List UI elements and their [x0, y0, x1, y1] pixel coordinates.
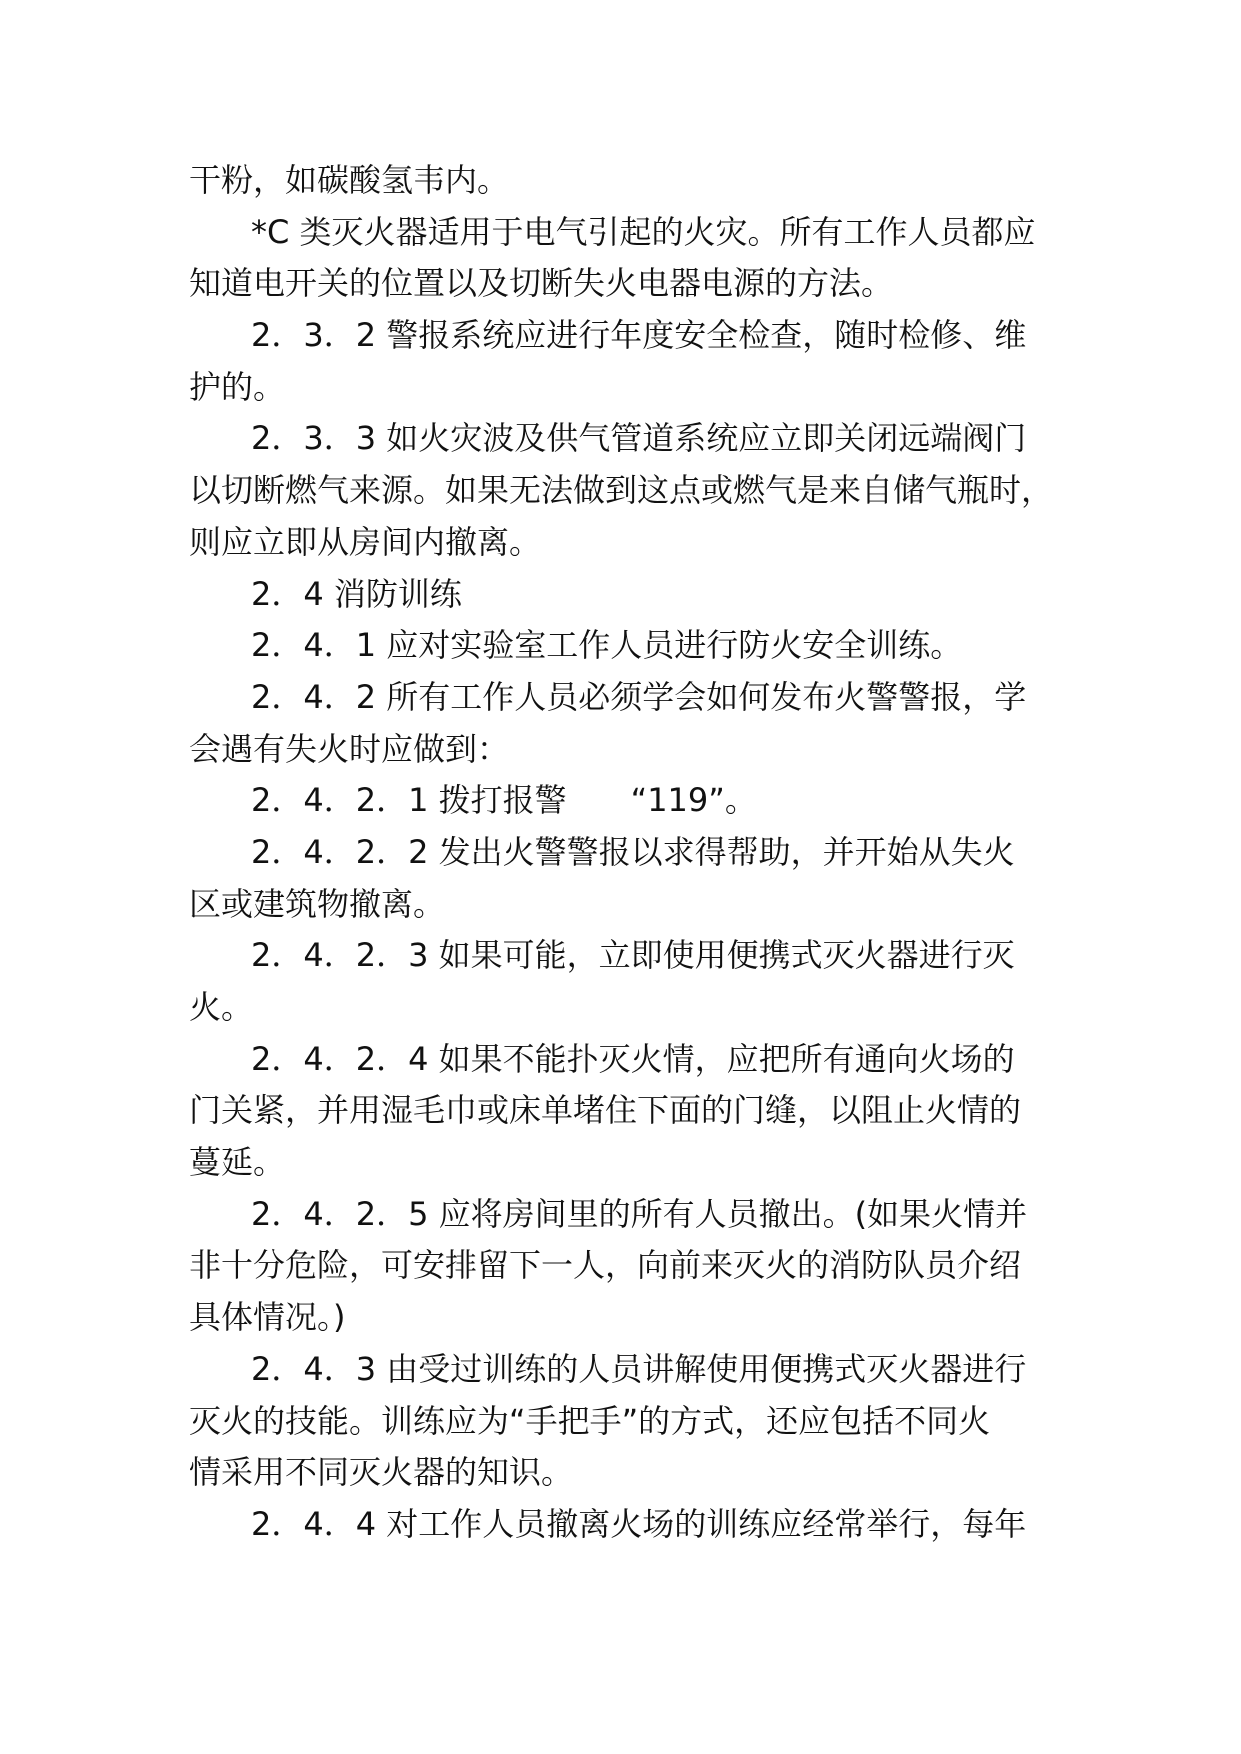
text-line: 蔓延。	[189, 1143, 286, 1182]
text-line: 2．4．2．2 发出火警警报以求得帮助，并开始从失火	[251, 832, 1015, 871]
text-line: 以切断燃气来源。如果无法做到这点或燃气是来自储气瓶时，	[189, 471, 1054, 510]
text-line: 2．4．2．1 拨打报警 “119”。	[251, 781, 757, 820]
text-line: 2．4 消防训练	[251, 574, 462, 613]
text-line: 具体情况。)	[189, 1298, 346, 1337]
text-line: 2．4．2 所有工作人员必须学会如何发布火警警报，学	[251, 677, 1027, 716]
text-line: 门关紧，并用湿毛巾或床单堵住下面的门缝，以阻止火情的	[189, 1091, 1022, 1130]
text-line: 2．3．2 警报系统应进行年度安全检查，随时检修、维	[251, 316, 1027, 355]
text-line: 干粉，如碳酸氢韦内。	[189, 161, 510, 199]
text-line: 2．4．2．3 如果可能，立即使用便携式灭火器进行灭	[251, 936, 1015, 975]
text-line: 2．4．3 由受过训练的人员讲解使用便携式灭火器进行	[251, 1349, 1027, 1388]
text-line: 则应立即从房间内撤离。	[189, 522, 542, 561]
text-line: 护的。	[189, 367, 286, 406]
document-body	[189, 155, 1059, 1551]
text-line: 火。	[189, 988, 254, 1026]
text-line: 2．4．2．4 如果不能扑灭火情，应把所有通向火场的	[251, 1039, 1015, 1078]
text-line: 2．4．4 对工作人员撤离火场的训练应经常举行，每年	[251, 1504, 1027, 1543]
text-line: 知道电开关的位置以及切断失火电器电源的方法。	[189, 264, 894, 303]
text-line: 2．4．1 应对实验室工作人员进行防火安全训练。	[251, 626, 963, 665]
text-line: 灭火的技能。训练应为“手把手”的方式，还应包括不同火	[189, 1401, 991, 1440]
text-line: 2．4．2．5 应将房间里的所有人员撤出。(如果火情并	[251, 1194, 1028, 1233]
text-line: 非十分危险，可安排留下一人，向前来灭火的消防队员介绍	[189, 1246, 1022, 1285]
text-line: 情采用不同灭火器的知识。	[189, 1453, 574, 1492]
text-line: 会遇有失火时应做到：	[189, 729, 510, 768]
text-line: 2．3．3 如火灾波及供气管道系统应立即关闭远端阀门	[251, 419, 1027, 458]
text-line: 区或建筑物撤离。	[189, 884, 446, 923]
text-line: *C 类灭火器适用于电气引起的火灾。所有工作人员都应	[251, 212, 1036, 251]
